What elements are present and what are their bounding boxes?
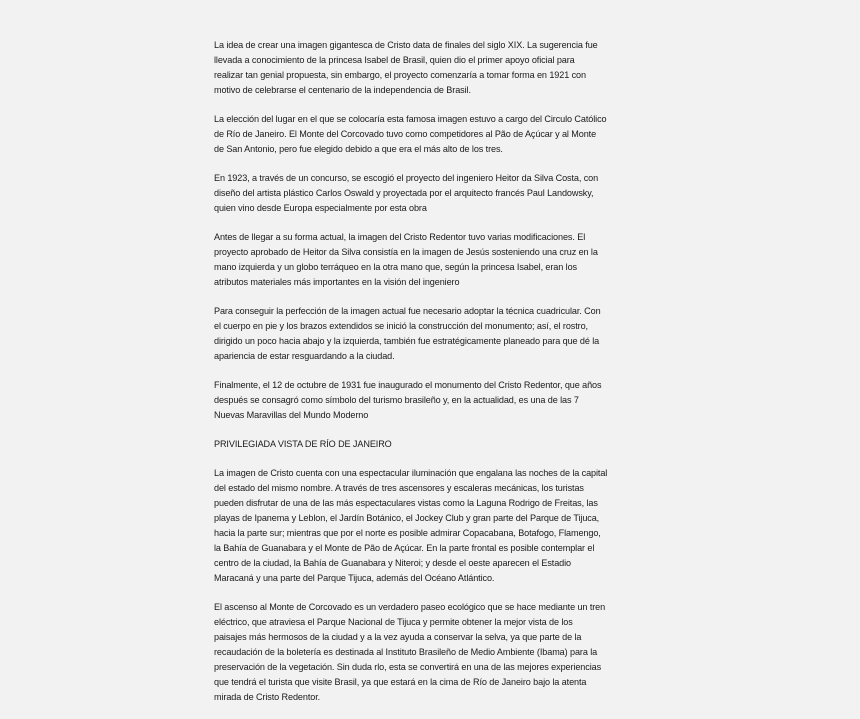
text-line: eléctrico, que atraviesa el Parque Nacional de Tijuca y permite obtener la mejor vista de los bbox=[214, 617, 573, 627]
text-line: paisajes más hermosos de la ciudad y a la vez ayuda a conservar la selva, ya que parte de la bbox=[214, 632, 582, 642]
text-line: que tendrá el turista que visite Brasil, ya que estará en la cima de Río de Janeiro bajo la atenta bbox=[214, 677, 587, 687]
text-line: del estado del mismo nombre. A través de tres ascensores y escaleras mecánicas, los turistas bbox=[214, 483, 584, 493]
paragraph-inauguration bbox=[214, 378, 646, 423]
text-line: playas de Ipanema y Leblon, el Jardín Botánico, el Jockey Club y gran parte del Parque de Tijuca, bbox=[214, 513, 600, 523]
text-line: de San Antonio, pero fue elegido debido a que era el más alto de los tres. bbox=[214, 144, 503, 154]
text-line: mano izquierda y un globo terráqueo en la otra mano que, según la princesa Isabel, eran los bbox=[214, 262, 577, 272]
section-heading: PRIVILEGIADA VISTA DE RÍO DE JANEIRO bbox=[214, 439, 392, 449]
paragraph-modifications bbox=[214, 230, 646, 290]
paragraph-ascent bbox=[214, 600, 646, 705]
text-line: apariencia de estar resguardando a la ciudad. bbox=[214, 351, 395, 361]
text-line: La elección del lugar en el que se colocaría esta famosa imagen estuvo a cargo del Circulo Católico bbox=[214, 114, 607, 124]
text-line: Finalmente, el 12 de octubre de 1931 fue inaugurado el monumento del Cristo Redentor, que años bbox=[214, 380, 602, 390]
text-line: mirada de Cristo Redentor. bbox=[214, 692, 321, 702]
text-line: La idea de crear una imagen gigantesca de Cristo data de finales del siglo XIX. La sugerencia fue bbox=[214, 40, 598, 50]
text-line: pueden disfrutar de una de las más espectaculares vistas como la Laguna Rodrigo de Freitas, las bbox=[214, 498, 598, 508]
text-line: después se consagró como símbolo del turismo brasileño y, en la actualidad, es una de las 7 bbox=[214, 395, 579, 405]
text-line: Antes de llegar a su forma actual, la imagen del Cristo Redentor tuvo varias modificaciones. El bbox=[214, 232, 586, 242]
text-line: hacia la parte sur; mientras que por el norte es posible admirar Copacabana, Botafogo, Flamengo, bbox=[214, 528, 601, 538]
text-line: La imagen de Cristo cuenta con una espectacular iluminación que engalana las noches de la capital bbox=[214, 468, 608, 478]
text-line: Para conseguir la perfección de la imagen actual fue necesario adoptar la técnica cuadricular. Con bbox=[214, 306, 601, 316]
text-line: quien vino desde Europa especialmente por esta obra bbox=[214, 203, 427, 213]
document-body bbox=[214, 38, 646, 719]
text-line: llevada a conocimiento de la princesa Isabel de Brasil, quien dio el primer apoyo oficial para bbox=[214, 55, 575, 65]
text-line: El ascenso al Monte de Corcovado es un verdadero paseo ecológico que se hace mediante un tren bbox=[214, 602, 606, 612]
text-line: de Río de Janeiro. El Monte del Corcovado tuvo como competidores al Pão de Açúcar y al Monte bbox=[214, 129, 597, 139]
text-line: diseño del artista plástico Carlos Oswald y proyectada por el arquitecto francés Paul Landowsky, bbox=[214, 188, 594, 198]
paragraph-location bbox=[214, 112, 646, 157]
text-line: dirigido un poco hacia abajo y la izquierda, también fue estratégicamente planeado para que dé la bbox=[214, 336, 600, 346]
paragraph-illumination bbox=[214, 466, 646, 586]
text-line: realizar tan genial propuesta, sin embargo, el proyecto comenzaría a tomar forma en 1921 con bbox=[214, 70, 586, 80]
text-line: En 1923, a través de un concurso, se escogió el proyecto del ingeniero Heitor da Silva Costa, con bbox=[214, 173, 599, 183]
text-line: la Bahía de Guanabara y el Monte de Pão de Açúcar. En la parte frontal es posible contemplar el bbox=[214, 543, 595, 553]
paragraph-origin bbox=[214, 38, 646, 98]
text-line: proyecto aprobado de Heitor da Silva consistía en la imagen de Jesús sosteniendo una cruz en la bbox=[214, 247, 598, 257]
text-line: el cuerpo en pie y los brazos extendidos se inició la construcción del monumento; así, el rostro, bbox=[214, 321, 588, 331]
text-line: Nuevas Maravillas del Mundo Moderno bbox=[214, 410, 369, 420]
text-line: preservación de la vegetación. Sin duda rlo, esta se convertirá en una de las mejores experiencias bbox=[214, 662, 602, 672]
paragraph-technique bbox=[214, 304, 646, 364]
text-line: motivo de celebrarse el centenario de la independencia de Brasil. bbox=[214, 85, 471, 95]
text-line: Maracaná y una parte del Parque Tijuca, además del Océano Atlántico. bbox=[214, 573, 495, 583]
paragraph-contest bbox=[214, 171, 646, 216]
text-line: recaudación de la boletería es destinada al Instituto Brasileño de Medio Ambiente (Ibama) para la bbox=[214, 647, 598, 657]
text-line: centro de la ciudad, la Bahía de Guanabara y Niteroi; y desde el oeste aparecen el Estadio bbox=[214, 558, 572, 568]
text-line: atributos materiales más importantes en la visión del ingeniero bbox=[214, 277, 460, 287]
